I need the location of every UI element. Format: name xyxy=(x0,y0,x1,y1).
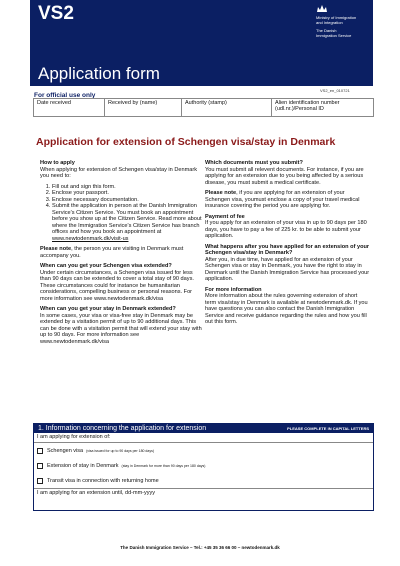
option-label: Schengen visa xyxy=(47,447,84,454)
section-heading: Payment of fee xyxy=(205,213,245,220)
ministry-logo xyxy=(316,4,372,38)
official-use-box xyxy=(33,98,374,117)
section-heading: When can you get your stay in Denmark extended? xyxy=(40,306,176,312)
note-text: , if you are applying for an extension of your Schengen visa, youmust enclose a copy of your travel medical insurance covering the period you are applying for. xyxy=(205,190,360,209)
section-paragraph: If you apply for an extension of your visa in up to 90 days per 180 days, you have to pay a fee of 225 kr. to be able to submit your application. xyxy=(205,220,367,239)
applying-for-label: I am applying for extension of: xyxy=(34,433,373,443)
service-line1: The Danish xyxy=(316,28,337,33)
how-intro: When applying for extension of Schengen visa/stay in Denmark you need to: xyxy=(40,166,198,179)
option-row xyxy=(34,473,373,489)
section-paragraph: In some cases, your visa or visa-free stay in Denmark may be extended by a visitation permit of up to 90 additional days. This can be done with a visitation permit that will extend your stay with up to 90 days. For more information see www.newtodenmark.dk/visa xyxy=(40,312,202,345)
step-item: 3. Enclose necessary documentation. xyxy=(52,197,205,204)
steps-list xyxy=(40,184,205,243)
section1-box xyxy=(33,423,374,511)
caps-note: PLEASE COMPLETE IN CAPITAL LETTERS xyxy=(287,426,369,431)
option-note: (visa issued for up to 90 days per 180 days) xyxy=(86,448,154,453)
section-paragraph: You must submit all relevent documents. For instance, if you are applying for an extension due to you being affected by a serious disease, you must submit a medical certificate. xyxy=(205,166,364,186)
crown-icon xyxy=(316,4,328,13)
form-ref: VS2_en_010721 xyxy=(320,88,350,93)
extension-until-field[interactable]: I am applying for an extension until, dd-mm-yyyy xyxy=(37,490,155,496)
footer: The Danish Immigration Service – Tel.: +45 35 36 66 00 – newtodenmark.dk xyxy=(120,545,280,550)
ministry-line2: and Integration xyxy=(316,20,343,25)
left-column xyxy=(40,160,205,349)
received-by-cell[interactable]: Received by (name) xyxy=(105,99,182,116)
option-label: Extension of stay in Denmark xyxy=(47,462,119,469)
note-label: Please note xyxy=(205,190,237,196)
section-heading: When can you get your Schengen visa extended? xyxy=(40,263,172,269)
step-item: 2. Enclose your passport. xyxy=(52,190,205,197)
how-title: How to apply xyxy=(40,160,75,166)
step-text: Submit the application in person at the Danish Immigration Service's Citizen Service. You must book an appointment before you show up at the Citizen Service. Read more about where the Immigration Service's Citizen Service has branch offices and how you book an appointment at xyxy=(52,203,202,235)
section-paragraph: After you, in due time, have applied for an extension of your Schengen visa or stay in Denmark, you have the right to stay in Denmark until the Danish Immigration Service has processed your application. xyxy=(205,256,370,282)
form-code: VS2 xyxy=(38,3,74,24)
note-paragraph xyxy=(205,190,370,210)
date-received-cell[interactable]: Date received xyxy=(34,99,105,116)
option-label: Transit visa in connection with returning home xyxy=(47,477,159,484)
step-item: 1. Fill out and sign this form. xyxy=(52,184,205,191)
ministry-line1: Ministry of Immigration xyxy=(316,15,357,20)
service-line2: Immigration Service xyxy=(316,33,352,38)
alien-id-cell[interactable]: Alien identification number (udl.nr.)/Personal ID xyxy=(275,100,340,112)
section-heading: For more information xyxy=(205,286,262,293)
right-column xyxy=(205,160,370,330)
option-row xyxy=(34,443,373,458)
note-text: , the person you are visiting in Denmark must accompany you. xyxy=(40,246,184,259)
main-title: Application for extension of Schengen visa/stay in Denmark xyxy=(36,136,336,148)
app-title: Application form xyxy=(38,64,160,83)
step-item xyxy=(52,203,205,242)
visit-us-link[interactable]: www.newtodenmark.dk/visit-us xyxy=(52,235,129,242)
header-banner xyxy=(30,0,373,86)
section1-title: 1. Information concerning the application for extension xyxy=(38,425,207,432)
note-label: Please note xyxy=(40,246,72,252)
official-use-title: For official use only xyxy=(34,92,96,99)
transit-visa-checkbox[interactable] xyxy=(37,478,43,484)
option-row xyxy=(34,458,373,473)
section-paragraph: Under certain circumstances, a Schengen visa issued for less than 90 days can be extended to cover a total stay of 90 days. These circumstances could for instance be humanitarian considerations, compelling business or personal reasons. For more information see www.newtodenmark.dk/visa xyxy=(40,269,194,302)
section-heading: Which documents must you submit? xyxy=(205,160,303,166)
note-paragraph xyxy=(40,246,205,259)
schengen-visa-checkbox[interactable] xyxy=(37,448,43,454)
section1-header xyxy=(34,424,373,433)
authority-cell[interactable]: Authority (stamp) xyxy=(182,99,272,116)
section-heading: What happens after you have applied for an extension of your Schengen visa/stay in Denmark? xyxy=(205,243,370,256)
extension-stay-checkbox[interactable] xyxy=(37,463,43,469)
option-note: (stay in Denmark for more than 90 days per 180 days) xyxy=(121,463,206,468)
section-paragraph: More information about the rules governing extension of short term visa/stay in Denmark is available at newtodenmark.dk. If you have questions you can also contact the Danish Immigration Service and receive guidance regarding the rules and how you fill out this form. xyxy=(205,293,368,325)
